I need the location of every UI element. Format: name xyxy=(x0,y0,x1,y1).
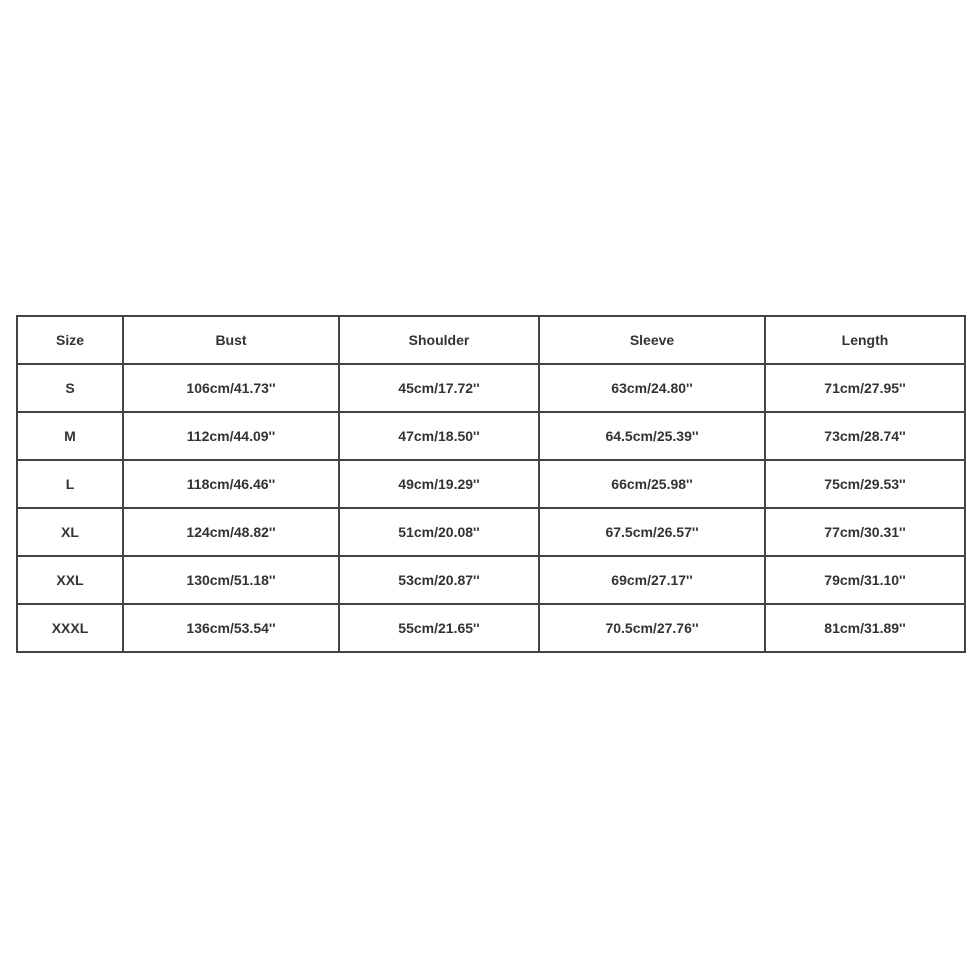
table-row xyxy=(17,460,965,508)
header-row xyxy=(17,316,965,364)
cell-size: M xyxy=(17,412,123,460)
cell-shoulder: 49cm/19.29'' xyxy=(339,460,539,508)
cell-sleeve: 64.5cm/25.39'' xyxy=(539,412,765,460)
cell-size: XXL xyxy=(17,556,123,604)
cell-bust: 106cm/41.73'' xyxy=(123,364,339,412)
table-row xyxy=(17,556,965,604)
size-chart-table xyxy=(16,315,966,653)
cell-sleeve: 69cm/27.17'' xyxy=(539,556,765,604)
header-shoulder: Shoulder xyxy=(339,316,539,364)
cell-length: 71cm/27.95'' xyxy=(765,364,965,412)
cell-length: 79cm/31.10'' xyxy=(765,556,965,604)
header-length: Length xyxy=(765,316,965,364)
cell-bust: 124cm/48.82'' xyxy=(123,508,339,556)
cell-sleeve: 70.5cm/27.76'' xyxy=(539,604,765,652)
header-size: Size xyxy=(17,316,123,364)
cell-bust: 112cm/44.09'' xyxy=(123,412,339,460)
cell-bust: 136cm/53.54'' xyxy=(123,604,339,652)
table-row xyxy=(17,364,965,412)
cell-size: XL xyxy=(17,508,123,556)
cell-bust: 130cm/51.18'' xyxy=(123,556,339,604)
cell-length: 81cm/31.89'' xyxy=(765,604,965,652)
table-row xyxy=(17,604,965,652)
cell-bust: 118cm/46.46'' xyxy=(123,460,339,508)
cell-length: 77cm/30.31'' xyxy=(765,508,965,556)
table-row xyxy=(17,412,965,460)
cell-sleeve: 66cm/25.98'' xyxy=(539,460,765,508)
cell-shoulder: 47cm/18.50'' xyxy=(339,412,539,460)
cell-shoulder: 45cm/17.72'' xyxy=(339,364,539,412)
cell-size: S xyxy=(17,364,123,412)
cell-shoulder: 51cm/20.08'' xyxy=(339,508,539,556)
cell-size: XXXL xyxy=(17,604,123,652)
header-sleeve: Sleeve xyxy=(539,316,765,364)
cell-size: L xyxy=(17,460,123,508)
cell-length: 73cm/28.74'' xyxy=(765,412,965,460)
cell-sleeve: 63cm/24.80'' xyxy=(539,364,765,412)
cell-shoulder: 53cm/20.87'' xyxy=(339,556,539,604)
cell-length: 75cm/29.53'' xyxy=(765,460,965,508)
cell-shoulder: 55cm/21.65'' xyxy=(339,604,539,652)
table-row xyxy=(17,508,965,556)
header-bust: Bust xyxy=(123,316,339,364)
cell-sleeve: 67.5cm/26.57'' xyxy=(539,508,765,556)
